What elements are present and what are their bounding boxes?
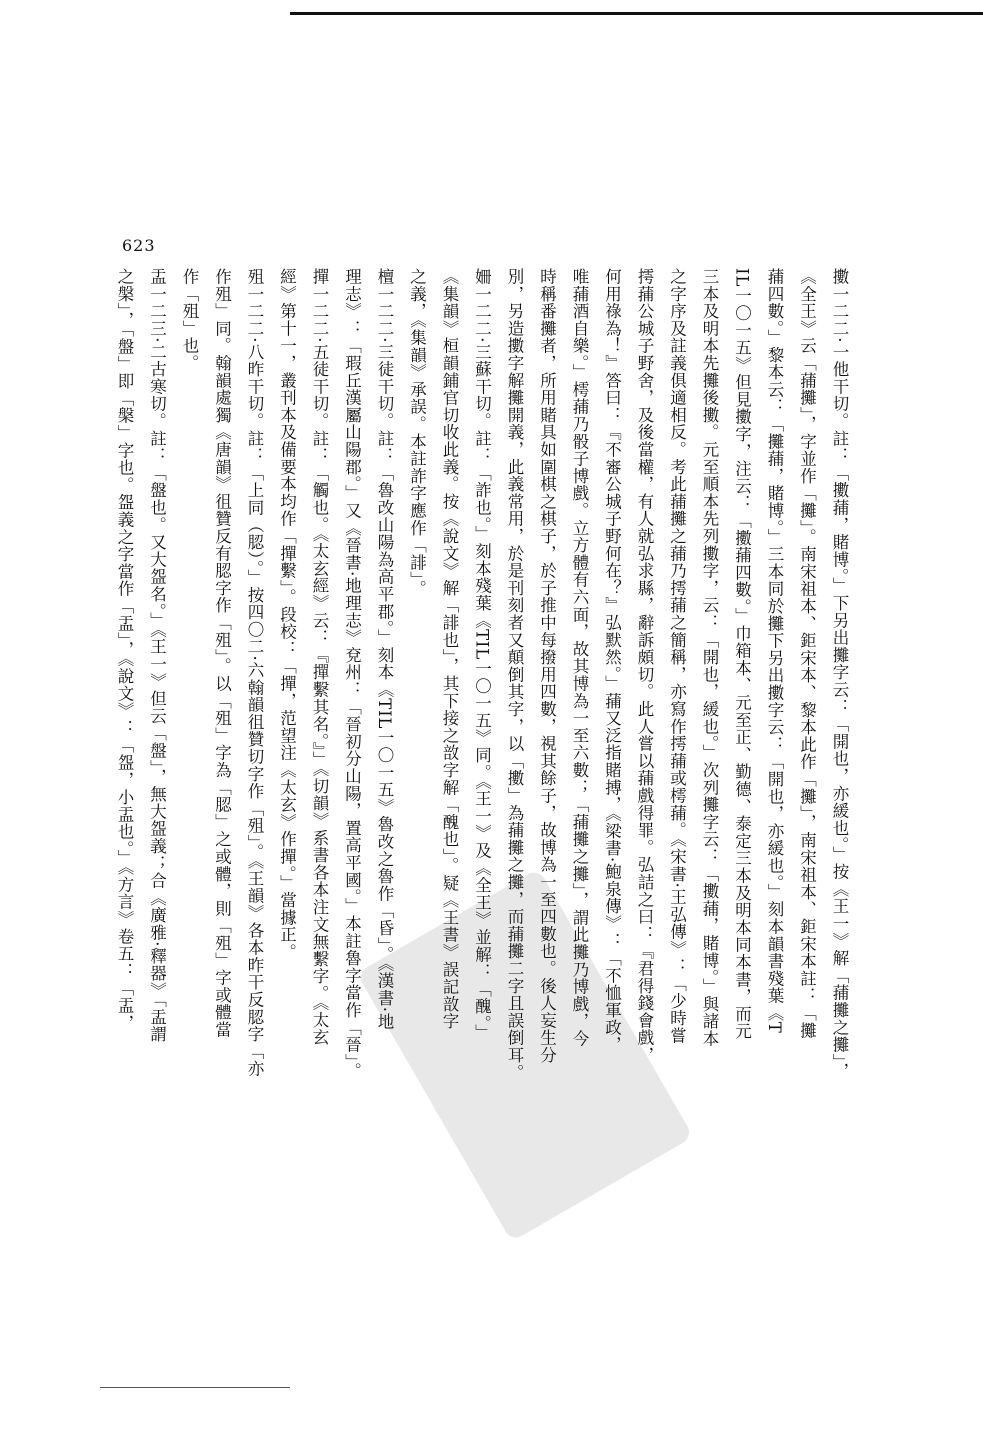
text-column: 蒱四數。」黎本云：「攤蒱，賭博。」三本同於攤下另出擻字云：「開也，亦緩也。」刻本韻書殘葉《T — [765, 268, 784, 1034]
page-number: 623 — [122, 236, 156, 255]
text-column: 殂一二二·八昨干切。註：「上同（䏰）。」按四〇二·六翰韻徂贊切字作「殂」。《王韻》各本昨干反䏰字「亦 — [245, 268, 264, 1078]
text-column: 之義，《集韻》承誤。本註詐字應作「誹」。 — [407, 268, 427, 598]
text-column: 姍一二二·三蘇干切。註：「詐也。」刻本殘葉《TIL一〇一五》同。《王一》及《全王》並解：「醜。」 — [472, 268, 492, 1042]
text-column: 時稱番攤者，所用賭具如圍棋之棋子，於子推中每撥用四數，視其餘子，故博為一至四數也。後人妄生分 — [537, 268, 557, 1064]
text-column: 之槃」，「盤」即「槃」字也。盌義之字當作「盂」，《說文》：「盌，小盂也。」《方言》卷五：「盂， — [115, 268, 134, 1032]
text-column: 檀一二二·三徒干切。註：「魯改山陽為高平郡。」刻本《TIL一〇一五》魯改之魯作「昏」。《漢書·地 — [375, 268, 394, 1031]
text-column: 撣一二二·五徒干切。註：「觸也。《太玄經》云：『撣繫其名。』」《切韻》系書各本注文無繫字。《太玄 — [310, 268, 329, 1046]
text-column: 何用祿為！』答曰：『不審公城子野何在？』弘默然。」蒱又泛指賭搏，《梁書·鮑泉傳》：「不恤軍政， — [602, 268, 622, 1054]
top-rule — [290, 12, 983, 15]
text-column: 擻一二二·一他干切。註：「擻蒱，賭博。」下另出攤字云：「開也，亦緩也。」按《王一》解「蒱攤之攤」， — [830, 268, 849, 1080]
text-column: 經》第十一，叢刊本及備要本均作「撣繫」。段校：「撣，范望注《太玄》作撣。」當據正。 — [277, 268, 297, 961]
bottom-rule — [100, 1387, 290, 1388]
text-column: IL一〇一五》但見擻字，注云：「擻蒱四數。」巾箱本、元至正、勤德、泰定三本及明本同本書，而元 — [732, 268, 752, 1041]
text-column: 之字序及註義俱適相反。考此蒱攤之蒱乃摴蒱之簡稱，亦寫作摴蒱或樗蒱。《宋書·王弘傳》：「少時嘗 — [667, 268, 687, 1045]
text-column: 唯蒱酒自樂。」樗蒱乃骰子博戲。立方體有六面，故其博為一至六數；「蒱攤之攤」，謂此攤乃博戲，今 — [570, 268, 589, 1048]
text-column: 作殂」同。翰韻處獨《唐韻》徂贊反有䏰字作「殂」。以「殂」字為「䏰」之或體，則「殂」字或體當 — [212, 268, 232, 1039]
text-column: 作「殂」也。 — [180, 268, 199, 372]
text-column: 盂一二三·二古寒切。註：「盤也。又大盌名。」《王一》但云「盤」，無大盌義；合《廣雅·釋器》「盂謂 — [147, 268, 167, 1043]
text-column: 三本及明本先攤後擻。元至順本先列擻字，云：「開也，緩也。」次列攤字云：「擻蒱，賭博。」與諸本 — [700, 268, 719, 1048]
text-column: 《全王》云「蒱攤」，字並作「攤」。南宋祖本、鉅宋本、黎本此作「攤」，南宋祖本、鉅宋本註：「攤 — [797, 268, 817, 1040]
text-column: 摴蒱公城子野舍，及後當權，有人就弘求縣，辭訴頗切。此人嘗以蒱戲得罪。弘詰之曰：『君得錢會戲， — [635, 268, 654, 1064]
text-column: 理志》：「瑕丘漢屬山陽郡。」又《晉書·地理志》兗州：「晉初分山陽，置高平國。」本註魯字當作「晉」。 — [342, 268, 362, 1080]
text-column: 別，另造擻字解攤開義，此義常用，於是刊刻者又顛倒其字，以「擻」為蒱攤之攤，而蒱攤二字且誤倒耳。 — [505, 268, 524, 1082]
text-column: 《集韻》桓韻鋪官切收此義。按《說文》解「誹也」，其下接之敨字解「醜也」。疑《王書》誤記敨字 — [440, 268, 459, 1030]
